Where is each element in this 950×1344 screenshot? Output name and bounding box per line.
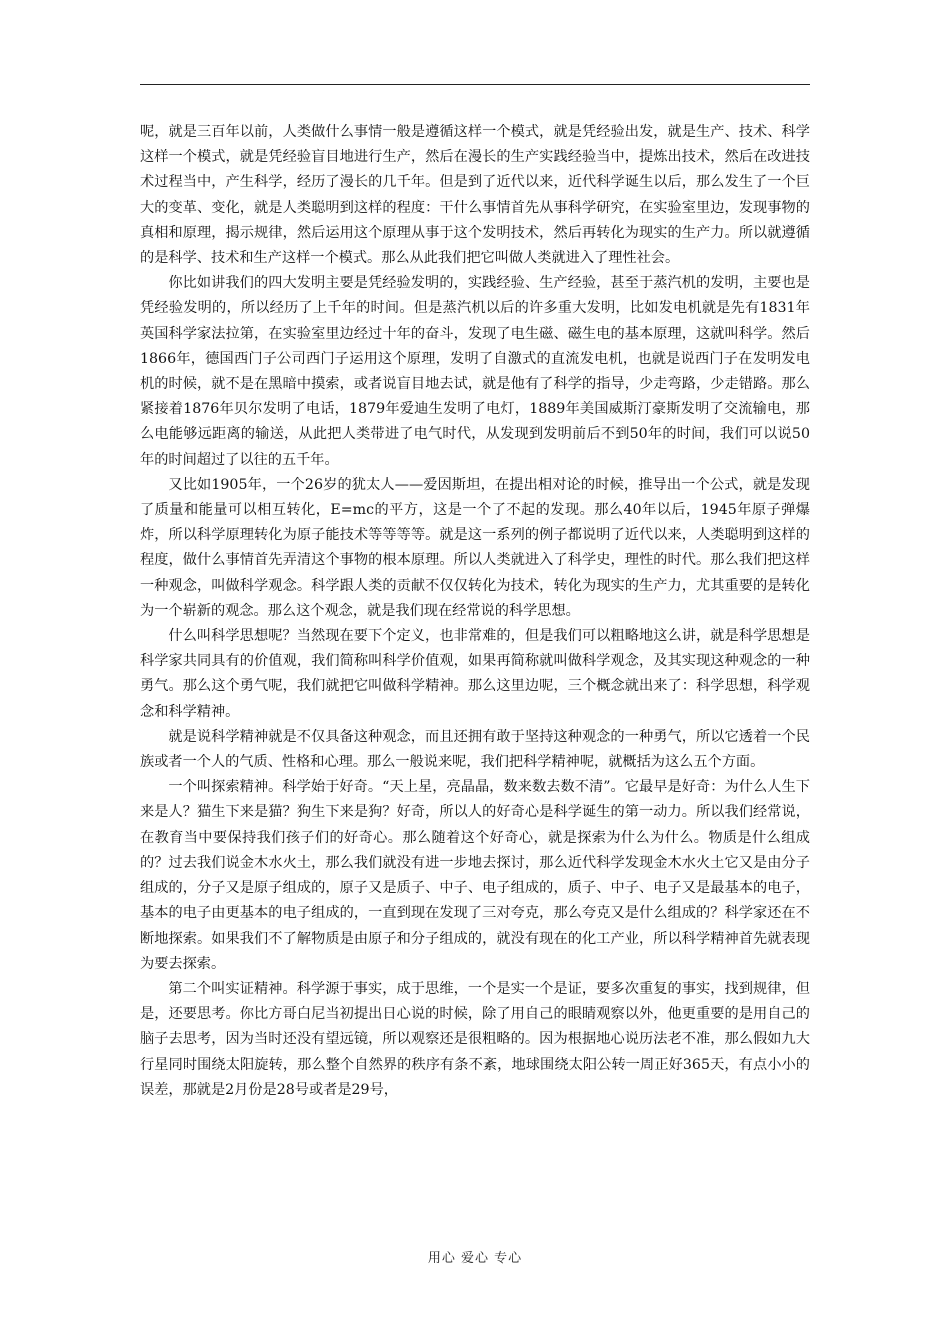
paragraph-4: 什么叫科学思想呢？当然现在要下个定义，也非常难的，但是我们可以粗略地这么讲，就是科学思想是科学家共同具有的价值观，我们简称叫科学价值观，如果再简称就叫做科学观念，及其实现这种观念的一种勇气。那么这个勇气呢，我们就把它叫做科学精神。那么这里边呢，三个概念就出来了：科学思想，科学观念和科学精神。 bbox=[140, 628, 810, 720]
paragraph-5: 就是说科学精神就是不仅具备这种观念，而且还拥有敢于坚持这种观念的一种勇气，所以它透着一个民族或者一个人的气质、性格和心理。那么一般说来呢，我们把科学精神呢，就概括为这么五个方面。 bbox=[140, 728, 810, 771]
header-rule bbox=[140, 84, 810, 85]
page-footer: 用心 爱心 专心 bbox=[427, 1251, 523, 1266]
paragraph-2: 你比如讲我们的四大发明主要是凭经验发明的，实践经验、生产经验，甚至于蒸汽机的发明，主要也是凭经验发明的，所以经历了上千年的时间。但是蒸汽机以后的许多重大发明，比如发电机就是先有1831年英国科学家法拉第，在实验室里边经过十年的奋斗，发现了电生磁、磁生电的基本原理，这就叫科学。然后1866年，德国西门子公司西门子运用这个原理，发明了自激式的直流发电机，也就是说西门子在发明发电机的时候，就不是在黑暗中摸索，或者说盲目地去试，就是他有了科学的指导，少走弯路，少走错路。那么紧接着1876年贝尔发明了电话，1879年爱迪生发明了电灯，1889年美国威斯汀豪斯发明了交流输电，那么电能够远距离的输送，从此把人类带进了电气时代，从发现到发明前后不到50年的时间，我们可以说50年的时间超过了以往的五千年。 bbox=[140, 275, 810, 468]
document-body bbox=[140, 120, 810, 1103]
paragraph-3: 又比如1905年，一个26岁的犹太人——爱因斯坦，在提出相对论的时候，推导出一个公式，就是发现了质量和能量可以相互转化，E=mc的平方，这是一个了不起的发现。那么40年以后，1945年原子弹爆炸，所以科学原理转化为原子能技术等等等等。就是这一系列的例子都说明了近代以来，人类聪明到这样的程度，做什么事情首先弄清这个事物的根本原理。所以人类就进入了科学史，理性的时代。那么我们把这样一种观念，叫做科学观念。科学跟人类的贡献不仅仅转化为技术，转化为现实的生产力，尤其重要的是转化为一个崭新的观念。那么这个观念，就是我们现在经常说的科学思想。 bbox=[140, 476, 810, 619]
paragraph-1: 呢，就是三百年以前，人类做什么事情一般是遵循这样一个模式，就是凭经验出发，就是生产、技术、科学这样一个模式，就是凭经验盲目地进行生产，然后在漫长的生产实践经验当中，提炼出技术，然后在改进技术过程当中，产生科学，经历了漫长的几千年。但是到了近代以来，近代科学诞生以后，那么发生了一个巨大的变革、变化，就是人类聪明到这样的程度：干什么事情首先从事科学研究，在实验室里边，发现事物的真相和原理，揭示规律，然后运用这个原理从事于这个发明技术，然后再转化为现实的生产力。所以就遵循的是科学、技术和生产这样一个模式。那么从此我们把它叫做人类就进入了理性社会。 bbox=[140, 124, 810, 267]
paragraph-7: 第二个叫实证精神。科学源于事实，成于思维，一个是实一个是证，要多次重复的事实，找到规律，但是，还要思考。你比方哥白尼当初提出日心说的时候，除了用自己的眼睛观察以外，他更重要的是用自己的脑子去思考，因为当时还没有望远镜，所以观察还是很粗略的。因为根据地心说历法老不准，那么假如九大行星同时围绕太阳旋转，那么整个自然界的秩序有条不紊，地球围绕太阳公转一周正好365天，有点小小的误差，那就是2月份是28号或者是29号， bbox=[140, 980, 810, 1098]
paragraph-6: 一个叫探索精神。科学始于好奇。“天上星，亮晶晶，数来数去数不清”。它最早是好奇：为什么人生下来是人？猫生下来是猫？狗生下来是狗？好奇，所以人的好奇心是科学诞生的第一动力。所以我们经常说，在教育当中要保持我们孩子们的好奇心。那么随着这个好奇心，就是探索为什么为什么。物质是什么组成的？过去我们说金木水火土，那么我们就没有进一步地去探讨，那么近代科学发现金木水火土它又是由分子组成的，分子又是原子组成的，原子又是质子、中子、电子组成的，质子、中子、电子又是最基本的电子，基本的电子由更基本的电子组成的，一直到现在发现了三对夸克，那么夸克又是什么组成的？科学家还在不断地探索。如果我们不了解物质是由原子和分子组成的，就没有现在的化工产业，所以科学精神首先就表现为要去探索。 bbox=[140, 779, 810, 972]
